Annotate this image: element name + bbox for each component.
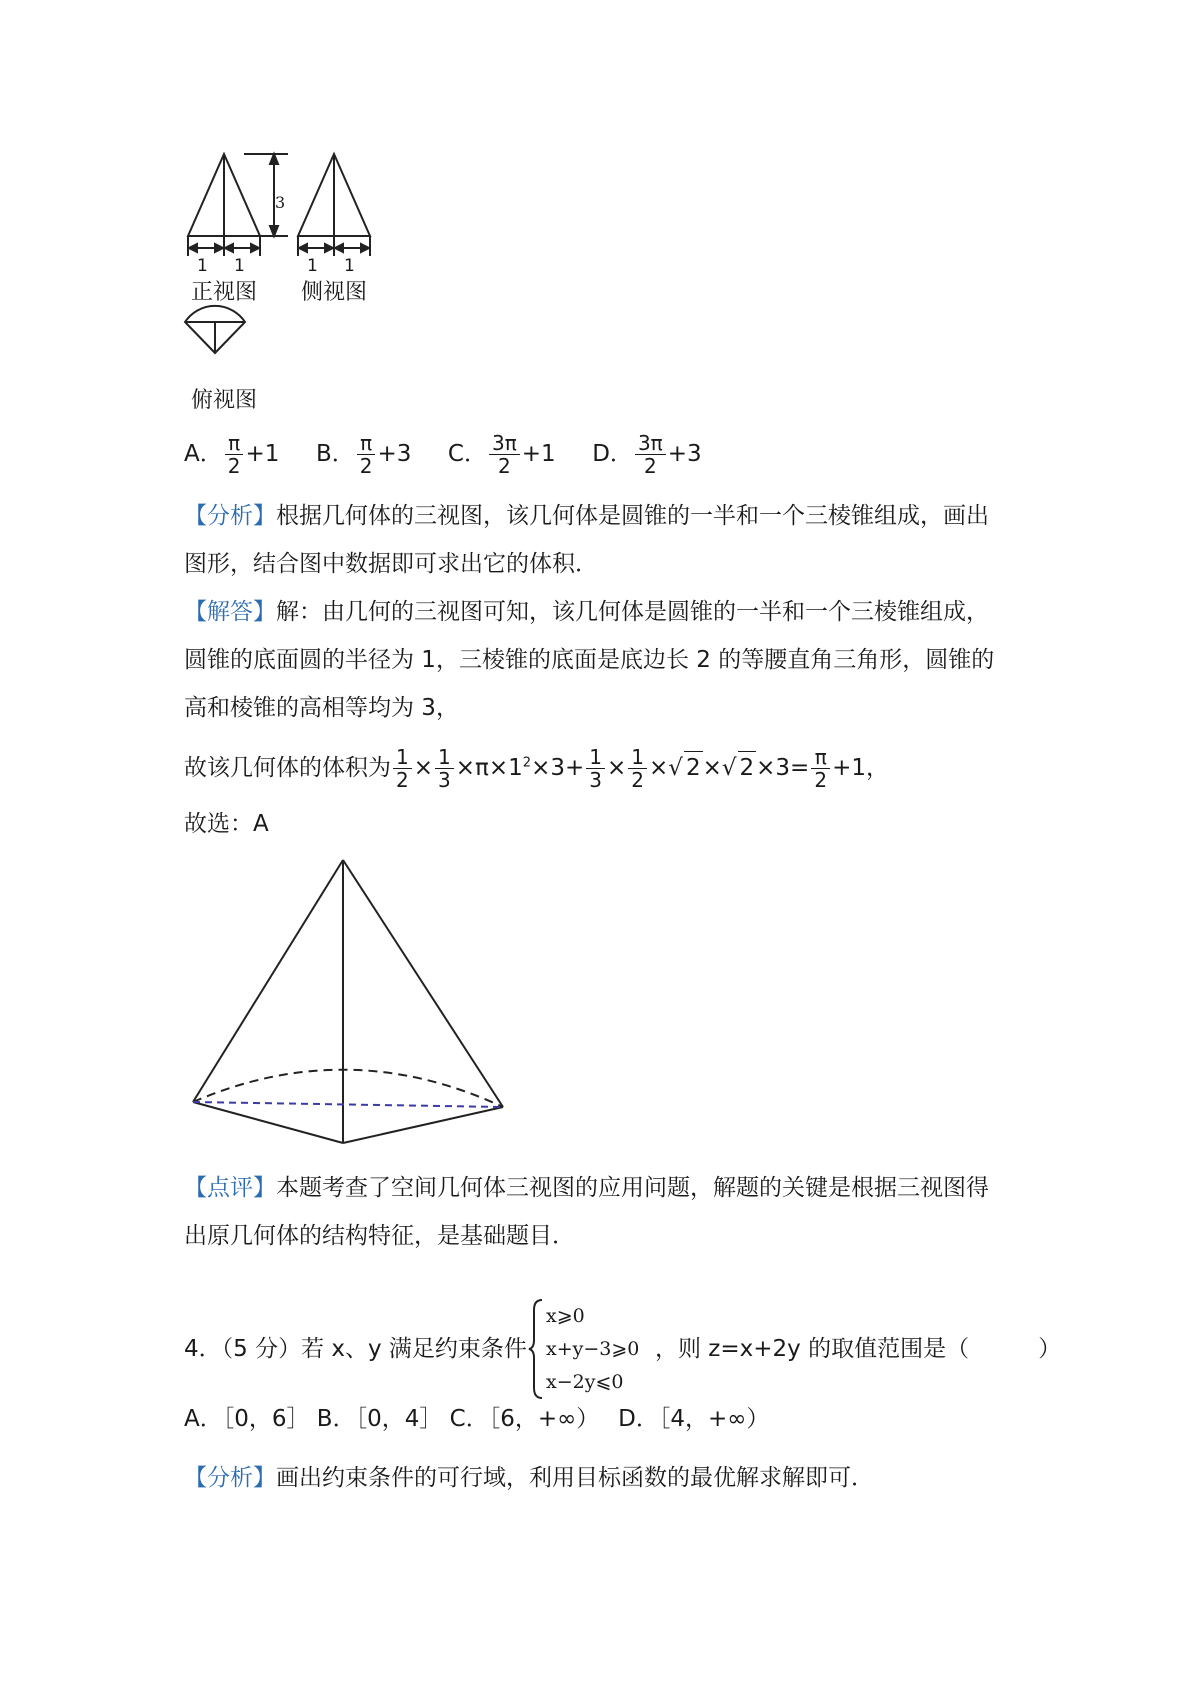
- option-a: A． $\frac{\pi}{2}$ +1: [184, 431, 280, 478]
- q3-solution-line-3: 高和棱锥的高相等均为 3，: [184, 695, 459, 721]
- solution-tag: 【解答】: [184, 599, 276, 625]
- solid-figure: [180, 855, 520, 1155]
- side-dim-right: 1: [344, 256, 355, 276]
- option-d: D． $\frac{3\pi}{2}$ +3: [592, 431, 702, 478]
- comment-tag: 【点评】: [184, 1175, 276, 1201]
- q4-analysis-tag: 【分析】: [184, 1465, 276, 1491]
- volume-formula: 故该几何体的体积为 $\frac{1}{2}$ × $\frac{1}{3}$ $\times\pi\times 1^2\times 3+$ $\frac{1}{3}$ × $\frac{1}{2}$ ×√ 2×√ 2×3= $\frac{\pi}{2}$ +1，: [184, 745, 889, 792]
- front-dim-left: 1: [197, 256, 208, 276]
- q3-solution-line-1: 【解答】解：由几何的三视图可知，该几何体是圆锥的一半和一个三棱锥组成，: [184, 599, 989, 625]
- top-view-label: 俯视图: [191, 388, 258, 413]
- q3-comment-line-1: 【点评】本题考查了空间几何体三视图的应用问题，解题的关键是根据三视图得: [184, 1175, 989, 1201]
- q3-comment-line-2: 出原几何体的结构特征，是基础题目．: [184, 1223, 575, 1249]
- front-view-label: 正视图: [191, 280, 258, 305]
- q3-options: [184, 432, 702, 477]
- q3-choice: 故选：A: [184, 811, 269, 837]
- front-dim-right: 1: [234, 256, 245, 276]
- option-c: C． $\frac{3\pi}{2}$ +1: [447, 431, 556, 478]
- constraint-1: x⩾0: [546, 1305, 585, 1327]
- height-label: 3: [275, 193, 286, 212]
- constraint-3: x−2y⩽0: [546, 1371, 624, 1393]
- constraint-2: x+y−3⩾0: [546, 1338, 640, 1360]
- q3-analysis-line-2: 图形，结合图中数据即可求出它的体积．: [184, 551, 598, 577]
- analysis-tag: 【分析】: [184, 503, 276, 529]
- q4-options: A．［0，6］ B．［0，4］ C．［6，+∞） D．［4，+∞）: [184, 1406, 770, 1432]
- constraint-brace: [528, 1298, 544, 1400]
- q4-analysis: 【分析】画出约束条件的可行域，利用目标函数的最优解求解即可．: [184, 1465, 874, 1491]
- q4-stem-prefix: 4．（5 分）若 x、y 满足约束条件: [184, 1336, 527, 1362]
- side-dim-left: 1: [307, 256, 318, 276]
- q3-solution-line-2: 圆锥的底面圆的半径为 1，三棱锥的底面是底边长 2 的等腰直角三角形，圆锥的: [184, 647, 995, 673]
- side-view-label: 侧视图: [301, 280, 368, 305]
- q4-stem-suffix: ，则 z=x+2y 的取值范围是（ ）: [655, 1336, 1062, 1362]
- q3-analysis-line-1: 【分析】根据几何体的三视图，该几何体是圆锥的一半和一个三棱锥组成，画出: [184, 503, 989, 529]
- option-b: B． $\frac{\pi}{2}$ +3: [315, 431, 412, 478]
